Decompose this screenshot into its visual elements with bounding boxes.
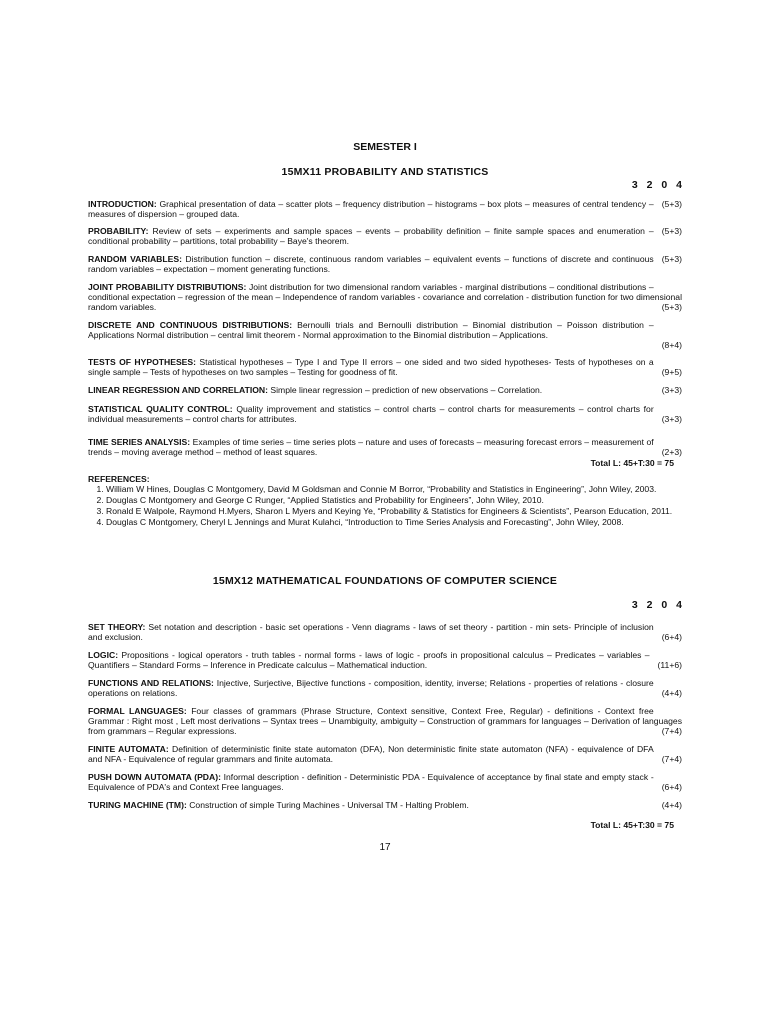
references-title: REFERENCES: (88, 474, 150, 484)
course2-unit-logic (88, 650, 682, 670)
unit-text: Quality improvement and statistics – control charts – control charts for measurements – control charts for individual measurements – control charts for attributes. (88, 404, 654, 424)
course1-references (88, 474, 682, 528)
unit-hours: (4+4) (661, 800, 682, 810)
course2-total: Total L: 45+T:30 = 75 (590, 820, 674, 830)
course2-unit-turing-machine (88, 800, 682, 810)
unit-hours: (5+3) (661, 302, 682, 312)
references-list (88, 484, 682, 527)
course1-unit-probability (88, 226, 682, 246)
unit-heading: INTRODUCTION: (88, 199, 157, 209)
unit-hours: (8+4) (661, 340, 682, 350)
course2-unit-finite-automata (88, 744, 682, 764)
unit-heading: TURING MACHINE (TM): (88, 800, 187, 810)
unit-heading: FUNCTIONS AND RELATIONS: (88, 678, 214, 688)
unit-heading: RANDOM VARIABLES: (88, 254, 182, 264)
unit-heading: LOGIC: (88, 650, 119, 660)
unit-text: Bernoulli trials and Bernoulli distribution – Binomial distribution – Poisson distribution – Applications Normal distribution – central limit theorem - Normal approximation to the Binomial distribution – Applications. (88, 320, 654, 340)
unit-heading: SET THEORY: (88, 622, 146, 632)
unit-text: Simple linear regression – prediction of new observations – Correlation. (270, 385, 543, 395)
unit-hours: (9+5) (661, 367, 682, 377)
unit-text: Set notation and description - basic set operations - Venn diagrams - laws of set theory - partition - min sets- Principle of inclusion and exclusion. (88, 622, 654, 642)
unit-hours: (6+4) (661, 782, 682, 792)
unit-text: Review of sets – experiments and sample spaces – events – probability definition – finite sample spaces and enumeration – conditional probability – partitions, total probability – Baye's theorem. (88, 226, 654, 246)
unit-text: Examples of time series – time series plots – nature and uses of forecasts – measuring forecast errors – measurement of trends – moving average method – method of least squares. (88, 437, 654, 457)
unit-heading: LINEAR REGRESSION AND CORRELATION: (88, 385, 268, 395)
unit-text: Definition of deterministic finite state automaton (DFA), Non deterministic finite state automaton (NFA) - equivalence of DFA and NFA - Equivalence of regular grammars and finite automata. (88, 744, 654, 764)
course1-unit-time-series (88, 437, 682, 457)
unit-heading: FINITE AUTOMATA: (88, 744, 169, 754)
course1-total: Total L: 45+T:30 = 75 (590, 458, 674, 468)
unit-hours: (5+3) (661, 226, 682, 236)
reference-item: 2. Douglas C Montgomery and George C Runger, “Applied Statistics and Probability for Engineers”, John Wiley, 2010. (106, 495, 682, 505)
course1-unit-regression (88, 385, 682, 395)
course1-unit-introduction (88, 199, 682, 219)
unit-text: Statistical hypotheses – Type I and Type II errors – one sided and two sided hypotheses- Tests of hypotheses on a single sample – Tests of hypotheses on two samples – Testing for goodness of fit. (88, 357, 654, 377)
unit-hours: (3+3) (661, 414, 682, 424)
reference-item: 1. William W Hines, Douglas C Montgomery, David M Goldsman and Connie M Borror, “Probability and Statistics in Engineering”, John Wiley, 2003. (106, 484, 682, 494)
course1-unit-random-variables (88, 254, 682, 274)
unit-heading: FORMAL LANGUAGES: (88, 706, 187, 716)
unit-heading: STATISTICAL QUALITY CONTROL: (88, 404, 233, 414)
unit-heading: PUSH DOWN AUTOMATA (PDA): (88, 772, 221, 782)
unit-text: Injective, Surjective, Bijective functions - composition, identity, inverse; Relations - properties of relations - closure operations on relations. (88, 678, 654, 698)
course1-title: 15MX11 PROBABILITY AND STATISTICS (281, 166, 489, 178)
page-number: 17 (379, 842, 391, 853)
unit-heading: PROBABILITY: (88, 226, 149, 236)
course1-unit-quality-control (88, 404, 682, 424)
unit-heading: DISCRETE AND CONTINUOUS DISTRIBUTIONS: (88, 320, 293, 330)
unit-text: Informal description - definition - Deterministic PDA - Equivalence of acceptance by final state and empty stack - Equivalence of PDA's and Context Free languages. (88, 772, 654, 792)
unit-hours: (6+4) (661, 632, 682, 642)
unit-text: Four classes of grammars (Phrase Structure, Context sensitive, Context Free, Regular) - definitions - Context free Grammar : Right most , Left most derivations – Syntax trees – Unambiguity, ambiguity – Construction of grammars for languages – Derivation of languages from grammars – Regular expressions. (88, 706, 682, 736)
course2-title: 15MX12 MATHEMATICAL FOUNDATIONS OF COMPUTER SCIENCE (212, 575, 558, 587)
course2-unit-set-theory (88, 622, 682, 642)
course2-unit-formal-languages (88, 706, 682, 736)
unit-hours: (11+6) (657, 660, 682, 670)
unit-text: Graphical presentation of data – scatter plots – frequency distribution – histograms – box plots – measures of central tendency – measures of dispersion – grouped data. (88, 199, 654, 219)
course2-credits: 3 2 0 4 (631, 599, 682, 611)
unit-hours: (2+3) (661, 447, 682, 457)
course2-unit-functions-relations (88, 678, 682, 698)
course2-unit-pda (88, 772, 682, 792)
unit-hours: (7+4) (661, 726, 682, 736)
unit-text: Propositions - logical operators - truth tables - normal forms - laws of logic - proofs in propositional calculus – Predicates – variables – Quantifiers – Standard Forms – Inference in Predicate calculus – Mathematical induction. (88, 650, 650, 670)
reference-item: 3. Ronald E Walpole, Raymond H.Myers, Sharon L Myers and Keying Ye, “Probability & Statistics for Engineers & Scientists”, Pearson Education, 2011. (106, 506, 682, 516)
unit-hours: (3+3) (661, 385, 682, 395)
semester-heading: SEMESTER I (353, 141, 417, 153)
reference-item: 4. Douglas C Montgomery, Cheryl L Jennings and Murat Kulahci, “Introduction to Time Series Analysis and Forecasting”, John Wiley, 2008. (106, 517, 682, 527)
unit-hours: (4+4) (661, 688, 682, 698)
unit-hours: (5+3) (661, 254, 682, 264)
course1-unit-hypotheses (88, 357, 682, 377)
course1-unit-distributions (88, 320, 682, 350)
unit-heading: JOINT PROBABILITY DISTRIBUTIONS: (88, 282, 247, 292)
unit-text: Distribution function – discrete, continuous random variables – equivalent events – functions of discrete and continuous random variables – expectation – moment generating functions. (88, 254, 654, 274)
unit-heading: TIME SERIES ANALYSIS: (88, 437, 191, 447)
unit-hours: (5+3) (661, 199, 682, 209)
course1-credits: 3 2 0 4 (631, 179, 682, 191)
unit-heading: TESTS OF HYPOTHESES: (88, 357, 197, 367)
unit-text: Construction of simple Turing Machines - Universal TM - Halting Problem. (189, 800, 469, 810)
unit-text: Joint distribution for two dimensional random variables - marginal distributions – conditional distributions – conditional expectation – regression of the mean – Independence of random variables - covariance and correlation - distribution function for two dimensional random variables. (88, 282, 682, 312)
course1-unit-joint-probability (88, 282, 682, 312)
unit-hours: (7+4) (661, 754, 682, 764)
